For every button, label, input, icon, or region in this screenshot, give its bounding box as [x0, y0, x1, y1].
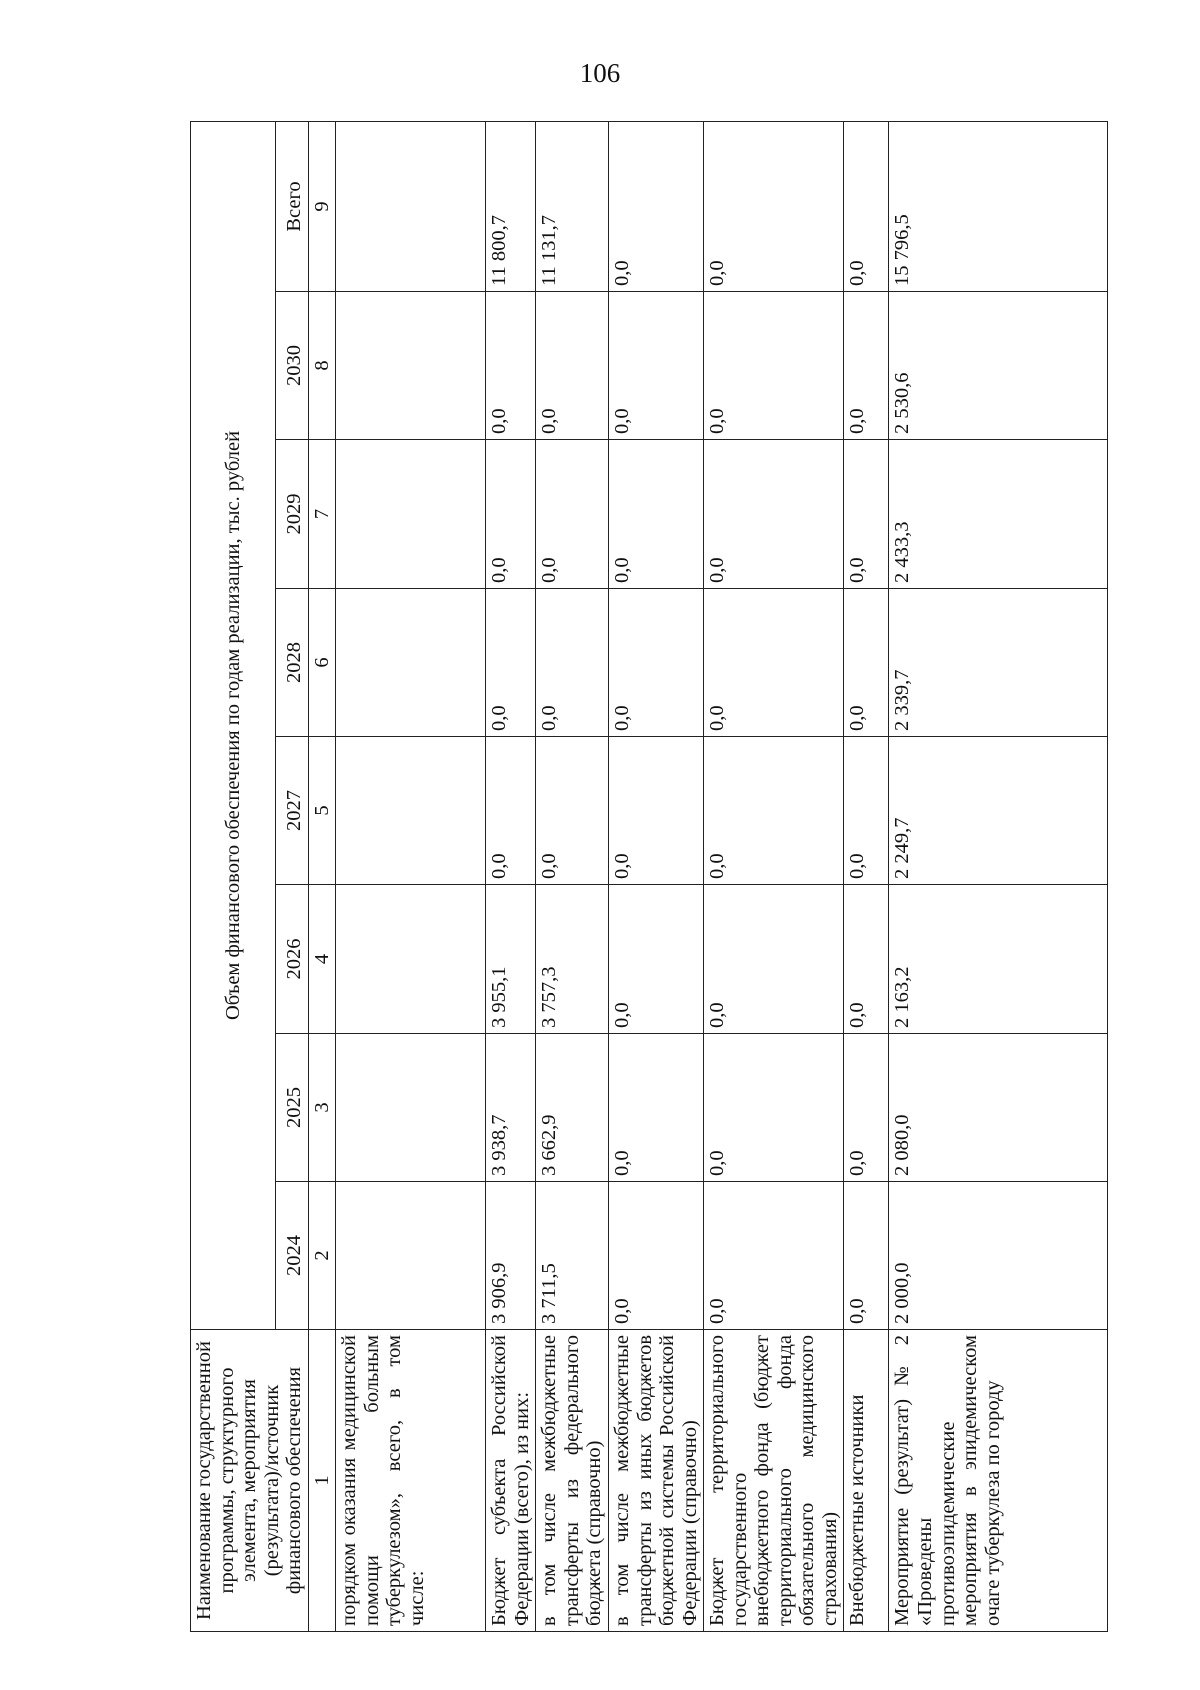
value-cell: 2 339,7: [889, 589, 1108, 737]
value-cell: 0,0: [609, 1182, 704, 1330]
value-cell: 0,0: [844, 885, 889, 1034]
year-header: 2029: [276, 440, 309, 589]
value-cell: 0,0: [609, 737, 704, 885]
row-name: Бюджет субъекта Российской Федерации (всего), из них:: [486, 1330, 536, 1632]
value-cell: 0,0: [609, 1034, 704, 1182]
value-cell: 0,0: [844, 589, 889, 737]
value-cell: [336, 1182, 486, 1330]
value-cell: 3 906,9: [486, 1182, 536, 1330]
value-cell: [336, 292, 486, 440]
table-row: [536, 121, 609, 1631]
value-cell: 0,0: [704, 1182, 844, 1330]
value-cell: 0,0: [704, 589, 844, 737]
value-cell: 11 800,7: [486, 121, 536, 291]
page-number: 106: [579, 58, 621, 88]
value-cell: 0,0: [609, 589, 704, 737]
value-cell: 3 662,9: [536, 1034, 609, 1182]
value-cell: 0,0: [844, 121, 889, 291]
column-number: 1: [308, 1330, 336, 1632]
value-cell: 0,0: [486, 292, 536, 440]
column-number: 2: [308, 1182, 336, 1330]
row-name: Бюджет территориального государственного внебюджетного фонда (бюджет территориального фонда обязательного медицинского страхования): [704, 1330, 844, 1632]
row-name: Внебюджетные источники: [844, 1330, 889, 1632]
value-cell: 0,0: [609, 885, 704, 1034]
table-row: [609, 121, 704, 1631]
rotated-table-area: [190, 122, 1090, 1632]
column-number: 5: [308, 737, 336, 885]
column-number: 8: [308, 292, 336, 440]
header-group-cell: Объем финансового обеспечения по годам реализации, тыс. рублей: [191, 121, 276, 1329]
value-cell: 0,0: [536, 737, 609, 885]
value-cell: [336, 885, 486, 1034]
value-cell: 0,0: [704, 885, 844, 1034]
value-cell: 0,0: [536, 292, 609, 440]
column-number: 3: [308, 1034, 336, 1182]
value-cell: [336, 737, 486, 885]
value-cell: 0,0: [609, 292, 704, 440]
value-cell: 0,0: [486, 589, 536, 737]
value-cell: 0,0: [486, 737, 536, 885]
value-cell: 15 796,5: [889, 121, 1108, 291]
year-header: 2027: [276, 737, 309, 885]
row-name: в том числе межбюджетные трансферты из иных бюджетов бюджетной системы Российской Федерации (справочно): [609, 1330, 704, 1632]
year-header: 2025: [276, 1034, 309, 1182]
value-cell: 3 955,1: [486, 885, 536, 1034]
value-cell: [336, 589, 486, 737]
header-name-cell: Наименование государственной программы, структурного элемента, мероприятия (результата)/источник финансового обеспечения: [191, 1330, 309, 1632]
value-cell: 0,0: [844, 1182, 889, 1330]
value-cell: 0,0: [844, 737, 889, 885]
table-row: [844, 121, 889, 1631]
value-cell: 2 000,0: [889, 1182, 1108, 1330]
value-cell: 0,0: [536, 589, 609, 737]
value-cell: 3 938,7: [486, 1034, 536, 1182]
value-cell: 0,0: [704, 440, 844, 589]
value-cell: 0,0: [704, 292, 844, 440]
row-name: Мероприятие (результат) № 2 «Проведены противоэпидемические мероприятия в эпидемическом очаге туберкулеза по городу: [889, 1330, 1108, 1632]
value-cell: 2 433,3: [889, 440, 1108, 589]
year-header: 2026: [276, 885, 309, 1034]
value-cell: [336, 440, 486, 589]
value-cell: [336, 1034, 486, 1182]
value-cell: [336, 121, 486, 291]
table-row: [889, 121, 1108, 1631]
value-cell: 0,0: [844, 292, 889, 440]
column-number: 4: [308, 885, 336, 1034]
value-cell: 0,0: [844, 1034, 889, 1182]
value-cell: 3 757,3: [536, 885, 609, 1034]
table-row: [486, 121, 536, 1631]
column-number: 7: [308, 440, 336, 589]
table-row: [704, 121, 844, 1631]
value-cell: 0,0: [704, 737, 844, 885]
value-cell: 0,0: [536, 440, 609, 589]
value-cell: 2 249,7: [889, 737, 1108, 885]
value-cell: 2 530,6: [889, 292, 1108, 440]
header-row-top: [191, 121, 276, 1631]
value-cell: 0,0: [844, 440, 889, 589]
row-name: в том числе межбюджетные трансферты из федерального бюджета (справочно): [536, 1330, 609, 1632]
column-number: 9: [308, 121, 336, 291]
value-cell: 2 163,2: [889, 885, 1108, 1034]
value-cell: 0,0: [704, 1034, 844, 1182]
value-cell: 2 080,0: [889, 1034, 1108, 1182]
value-cell: 0,0: [486, 440, 536, 589]
financing-table: [190, 121, 1108, 1632]
year-header: 2028: [276, 589, 309, 737]
year-header: 2030: [276, 292, 309, 440]
value-cell: 0,0: [609, 440, 704, 589]
year-header: Всего: [276, 121, 309, 291]
value-cell: 0,0: [609, 121, 704, 291]
value-cell: 0,0: [704, 121, 844, 291]
value-cell: 3 711,5: [536, 1182, 609, 1330]
table-row: [336, 121, 486, 1631]
value-cell: 11 131,7: [536, 121, 609, 291]
year-header: 2024: [276, 1182, 309, 1330]
column-number: 6: [308, 589, 336, 737]
row-name: порядком оказания медицинской помощи больным туберкулезом», всего, в том числе:: [336, 1330, 486, 1632]
column-number-row: [308, 121, 336, 1631]
